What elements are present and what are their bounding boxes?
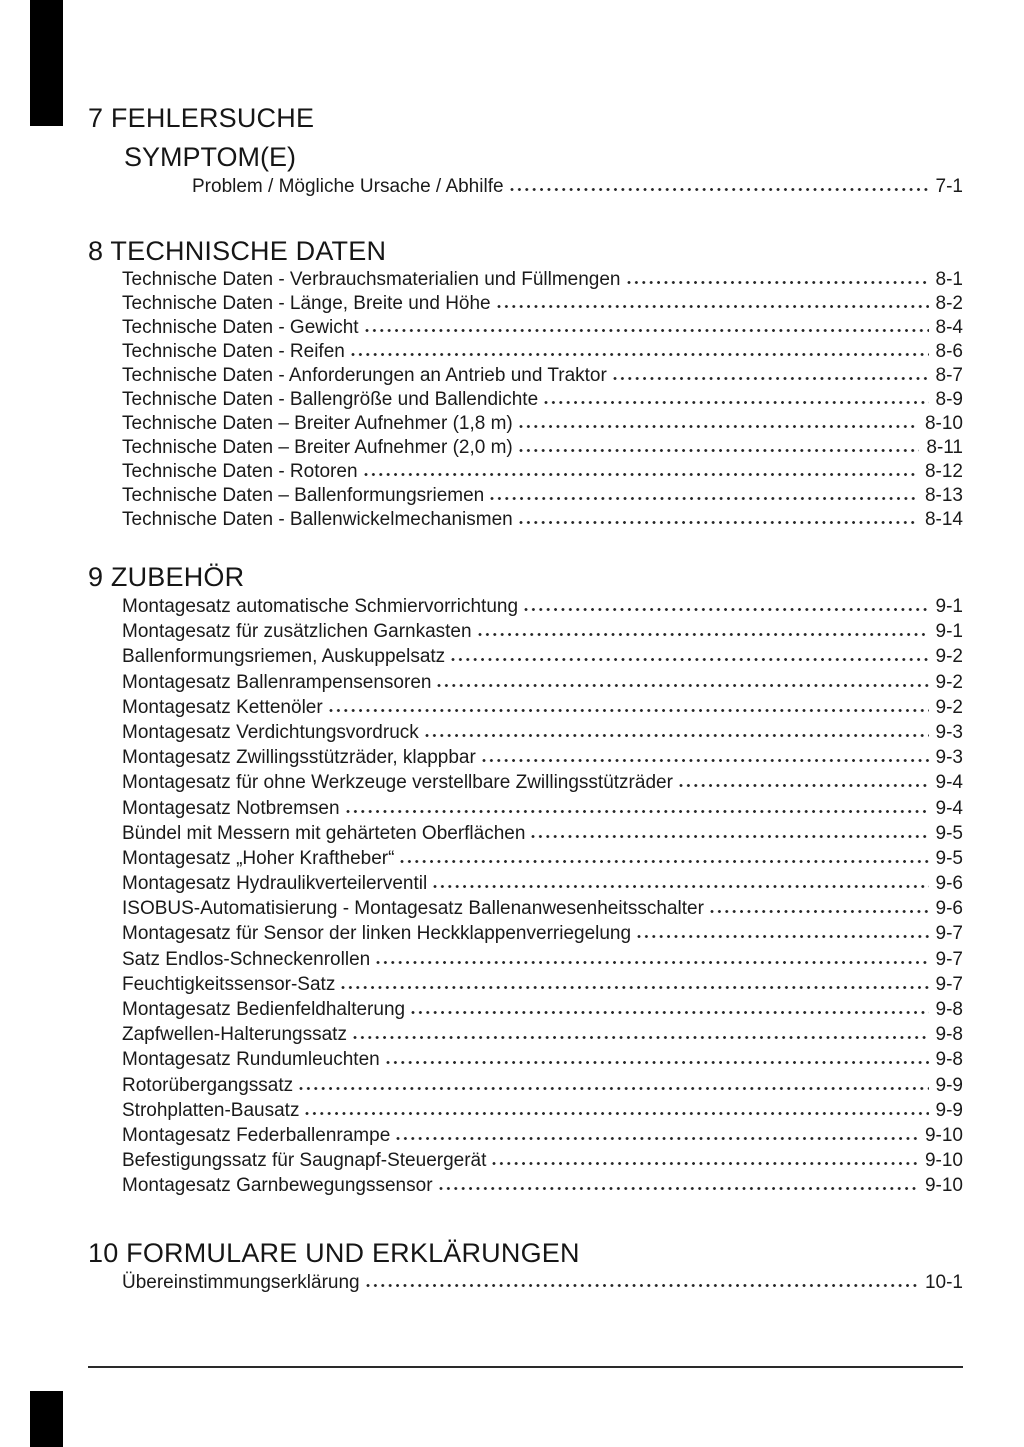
toc-entry-label: Technische Daten - Ballenwickelmechanismen — [122, 509, 513, 530]
toc-entry — [122, 619, 963, 644]
dot-leader — [376, 960, 928, 965]
toc-entry-label: Rotorübergangssatz — [122, 1074, 294, 1096]
dot-leader — [341, 985, 928, 990]
toc-entry-label: Montagesatz Notbremsen — [122, 797, 340, 819]
toc-entry-label: Montagesatz Federballenrampe — [122, 1124, 391, 1146]
toc-entry-page: 9-7 — [935, 923, 963, 945]
toc-entry-label: Technische Daten – Breiter Aufnehmer (2,0 m) — [122, 437, 513, 458]
dot-leader — [679, 783, 929, 788]
toc-entry — [122, 340, 963, 364]
dot-leader — [627, 280, 929, 285]
toc-section — [88, 1238, 963, 1296]
toc-entry-page: 9-3 — [935, 747, 963, 769]
dot-leader — [329, 708, 929, 713]
toc-entry — [122, 316, 963, 340]
dot-leader — [437, 683, 928, 688]
section-entries — [122, 1270, 963, 1296]
dot-leader — [433, 884, 928, 889]
toc-entry-page: 8-14 — [924, 509, 963, 530]
toc-entry-page: 8-4 — [935, 317, 963, 338]
toc-entry — [122, 412, 963, 436]
toc-entry-page: 8-12 — [924, 461, 963, 482]
toc-entry-label: Übereinstimmungserklärung — [122, 1271, 360, 1293]
toc-entry-page: 9-6 — [935, 873, 963, 895]
dot-leader — [519, 448, 920, 453]
dot-leader — [400, 859, 928, 864]
toc-entry — [122, 896, 963, 921]
toc-entry — [122, 720, 963, 745]
toc-entry-label: Technische Daten - Verbrauchsmaterialien und Füllmengen — [122, 269, 621, 290]
toc-entry-page: 8-13 — [924, 485, 963, 506]
toc-entry-label: Technische Daten - Gewicht — [122, 317, 359, 338]
dot-leader — [510, 187, 929, 192]
toc-entry-label: Montagesatz Garnbewegungssensor — [122, 1175, 433, 1197]
toc-entry-page: 9-1 — [935, 621, 963, 643]
toc-entry-page: 9-8 — [935, 999, 963, 1020]
dot-leader — [637, 934, 928, 939]
toc-entry-label: Montagesatz automatische Schmiervorrichtung — [122, 596, 519, 617]
toc-entry-label: Bündel mit Messern mit gehärteten Oberflächen — [122, 822, 526, 844]
toc-entry-page: 8-9 — [935, 389, 963, 410]
toc-entry-label: Strohplatten-Bausatz — [122, 1099, 300, 1121]
dot-leader — [519, 424, 918, 429]
dot-leader — [490, 496, 918, 501]
dot-leader — [351, 352, 929, 357]
toc-section — [88, 103, 963, 200]
toc-entry — [122, 770, 963, 795]
toc-entry — [122, 821, 963, 846]
toc-entry-label: Montagesatz Hydraulikverteilerventil — [122, 873, 428, 895]
toc-entry — [122, 796, 963, 821]
dot-leader — [305, 1111, 928, 1116]
toc-subsection — [88, 142, 963, 200]
toc-entry — [122, 460, 963, 484]
dot-leader — [396, 1136, 918, 1141]
section-tab-mark-bottom — [30, 1391, 63, 1447]
subsection-entries — [192, 174, 963, 200]
toc-entry-page: 8-11 — [926, 437, 963, 458]
dot-leader — [411, 1010, 928, 1015]
subsection-heading: SYMPTOM(E) — [124, 142, 297, 172]
toc-entry — [122, 1047, 963, 1072]
section-tab-mark-top — [30, 0, 63, 126]
dot-leader — [299, 1086, 928, 1091]
section-heading: 10 FORMULARE UND ERKLÄRUNGEN — [88, 1237, 580, 1268]
toc-entry-label: Feuchtigkeitssensor-Satz — [122, 973, 336, 995]
toc-entry-label: Montagesatz „Hoher Kraftheber“ — [122, 847, 395, 869]
toc-entry-label: Technische Daten - Anforderungen an Antrieb und Traktor — [122, 365, 607, 386]
toc-entry-label: Montagesatz Verdichtungsvordruck — [122, 721, 419, 743]
toc-entry-page: 9-10 — [924, 1150, 963, 1172]
toc-entry-page: 9-6 — [935, 898, 963, 920]
toc-entry-page: 9-9 — [935, 1074, 963, 1096]
dot-leader — [524, 607, 929, 612]
toc-entry-page: 9-2 — [935, 646, 963, 668]
dot-leader — [613, 376, 929, 381]
toc-entry-label: Montagesatz Bedienfeldhalterung — [122, 999, 406, 1020]
toc-entry-label: Montagesatz Kettenöler — [122, 696, 323, 718]
toc-entry-page: 9-9 — [935, 1099, 963, 1121]
toc-entry-label: Satz Endlos-Schneckenrollen — [122, 948, 371, 970]
toc-entry — [122, 508, 963, 532]
toc-entry-page: 9-7 — [935, 948, 963, 970]
section-entries — [122, 594, 963, 1199]
toc-entry — [122, 292, 963, 316]
toc-entry — [122, 921, 963, 946]
toc-entry-page: 9-2 — [935, 671, 963, 693]
toc-entry-page: 9-5 — [935, 847, 963, 869]
toc-entry-page: 8-6 — [935, 341, 963, 362]
dot-leader — [544, 400, 928, 405]
toc-entry-label: Ballenformungsriemen, Auskuppelsatz — [122, 646, 446, 668]
section-heading: 9 ZUBEHÖR — [88, 562, 245, 592]
dot-leader — [519, 520, 918, 525]
toc-entry-page: 9-10 — [924, 1124, 963, 1146]
dot-leader — [439, 1186, 918, 1191]
toc — [88, 0, 963, 1296]
toc-entry-page: 9-7 — [935, 973, 963, 995]
toc-entry-page: 9-10 — [924, 1175, 963, 1197]
toc-entry-label: Problem / Mögliche Ursache / Abhilfe — [192, 176, 504, 197]
section-heading: 8 TECHNISCHE DATEN — [88, 236, 387, 266]
toc-entry-page: 8-10 — [924, 413, 963, 434]
toc-entry-page: 8-2 — [935, 293, 963, 314]
dot-leader — [346, 809, 929, 814]
toc-entry — [122, 388, 963, 412]
section-entries — [122, 268, 963, 532]
toc-entry-label: Montagesatz Ballenrampensensoren — [122, 671, 432, 693]
toc-entry-label: Montagesatz Rundumleuchten — [122, 1049, 380, 1071]
toc-entry — [122, 871, 963, 896]
toc-entry — [122, 268, 963, 292]
dot-leader — [451, 657, 928, 662]
toc-entry-page: 9-5 — [935, 822, 963, 844]
toc-entry — [122, 745, 963, 770]
toc-entry — [122, 1123, 963, 1148]
toc-entry — [122, 972, 963, 997]
dot-leader — [492, 1161, 918, 1166]
toc-entry — [122, 947, 963, 972]
toc-entry-label: ISOBUS-Automatisierung - Montagesatz Ballenanwesenheitsschalter — [122, 898, 704, 920]
toc-entry-label: Technische Daten – Breiter Aufnehmer (1,8 m) — [122, 413, 513, 434]
toc-entry-label: Technische Daten - Länge, Breite und Höhe — [122, 293, 491, 314]
dot-leader — [353, 1035, 929, 1040]
toc-entry — [122, 670, 963, 695]
dot-leader — [710, 909, 929, 914]
toc-entry — [122, 1022, 963, 1047]
toc-entry — [192, 174, 963, 200]
toc-entry — [122, 695, 963, 720]
dot-leader — [386, 1060, 929, 1065]
toc-entry-page: 10-1 — [924, 1271, 963, 1293]
toc-entry-label: Technische Daten - Rotoren — [122, 461, 358, 482]
toc-entry — [122, 364, 963, 388]
toc-entry-page: 7-1 — [935, 176, 963, 197]
dot-leader — [364, 472, 918, 477]
dot-leader — [497, 304, 929, 309]
toc-entry-page: 9-1 — [935, 596, 963, 617]
dot-leader — [366, 1283, 918, 1288]
toc-entry-page: 9-8 — [935, 1024, 963, 1046]
toc-entry — [122, 997, 963, 1022]
toc-entry — [122, 644, 963, 669]
toc-entry — [122, 1098, 963, 1123]
footer-rule — [88, 1366, 963, 1368]
toc-entry-label: Montagesatz für Sensor der linken Heckklappenverriegelung — [122, 923, 632, 945]
dot-leader — [482, 758, 929, 763]
toc-entry — [122, 1173, 963, 1198]
toc-entry-page: 8-7 — [935, 365, 963, 386]
toc-entry-page: 9-4 — [935, 772, 963, 794]
toc-entry-page: 8-1 — [935, 269, 963, 290]
toc-entry-page: 9-4 — [935, 797, 963, 819]
section-heading: 7 FEHLERSUCHE — [88, 103, 315, 133]
toc-entry-label: Technische Daten - Ballengröße und Ballendichte — [122, 389, 539, 410]
dot-leader — [365, 328, 929, 333]
toc-entry-label: Technische Daten - Reifen — [122, 341, 345, 362]
toc-entry-label: Montagesatz für ohne Werkzeuge verstellbare Zwillingsstützräder — [122, 772, 673, 794]
toc-section — [88, 236, 963, 532]
dot-leader — [425, 733, 929, 738]
toc-entry — [122, 436, 963, 460]
toc-entry-label: Technische Daten – Ballenformungsriemen — [122, 485, 485, 506]
toc-entry — [122, 1270, 963, 1296]
toc-entry — [122, 1148, 963, 1173]
toc-entry — [122, 1073, 963, 1098]
toc-entry — [122, 594, 963, 619]
toc-section — [88, 562, 963, 1199]
dot-leader — [531, 834, 928, 839]
toc-entry — [122, 846, 963, 871]
toc-entry-page: 9-3 — [935, 721, 963, 743]
toc-entry-page: 9-2 — [935, 696, 963, 718]
toc-entry-page: 9-8 — [935, 1049, 963, 1071]
toc-entry-label: Zapfwellen-Halterungssatz — [122, 1024, 347, 1046]
toc-entry — [122, 484, 963, 508]
dot-leader — [478, 632, 929, 637]
toc-entry-label: Befestigungssatz für Saugnapf-Steuergerät — [122, 1150, 487, 1172]
toc-entry-label: Montagesatz für zusätzlichen Garnkasten — [122, 621, 472, 643]
toc-entry-label: Montagesatz Zwillingsstützräder, klappbar — [122, 747, 476, 769]
